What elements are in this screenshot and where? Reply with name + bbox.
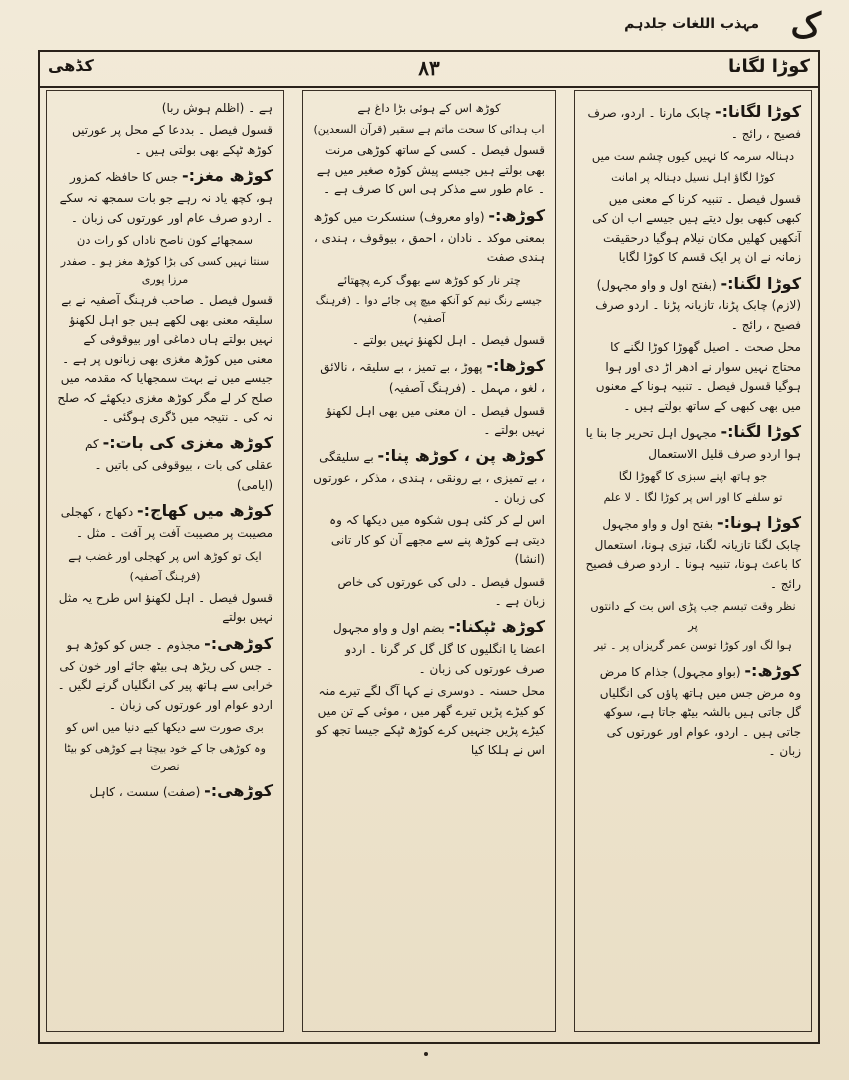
entry-text: قسول فیصل ۔ تنبیہ کرنا کے معنی میں کبھی کبھی بول دیتے ہیں جیسے اب ان کی آنکھیں کھلیں مکان نیلام ہوگیا درحقیقت زمانہ نے ان پر ایک قسم کا کوڑا لگایا: [592, 191, 801, 265]
column-left: [46, 90, 284, 1032]
dictionary-entry: [57, 778, 273, 804]
verse-source-line: جیسے رنگ نیم کو آنکھ میچ پی جائے دوا ۔ (فرہنگ آصفیہ): [315, 294, 543, 325]
entry-text: قسول فیصل ۔ کسی کے ساتھ کوڑھی مرنت بھی بولتے ہیں جیسے پیش کوڑہ صغیر میں ہے ۔ عام طور سے مذکر ہی اس کا صرف ہے ۔: [316, 143, 545, 197]
book-title: مہذب اللغات جلدہم: [624, 16, 759, 32]
dictionary-entry: [313, 353, 545, 398]
entry-text: بفتح اول و واو مجہول چابک لگنا تازیانہ لگنا، تیزی ہونا، استعمال کا باعث ہونا، تنبیہ ہونا ۔ اردو صرف فصیح رائج ۔: [585, 516, 801, 591]
footer-dot: [424, 1052, 428, 1056]
entry-note: [313, 511, 545, 569]
dictionary-entry: [57, 498, 273, 543]
verse-line: بری صورت سے دیکھا کیے دنیا میں اس کو: [66, 720, 264, 735]
dictionary-entry: [313, 614, 545, 679]
entry-text: (بفتح اول و واو مجہول) (لازم) چابک پڑنا، تازیانہ پڑنا ۔ اردو صرف فصیح ، رائج ۔: [595, 277, 801, 332]
verse-line: ایک تو کوڑھ اس پر کھجلی اور غضب ہے: [68, 548, 262, 563]
entry-headword: کوڑھی:-: [204, 781, 273, 801]
entry-text: مجہول اہل تحریر جا بنا یا ہوا اردو صرف قلیل الاستعمال: [585, 426, 801, 461]
dictionary-entry: [313, 443, 545, 508]
entry-text: قسول فیصل ۔ بددعا کے محل پر عورتیں کوڑھ ٹپکے بھی بولتی ہیں ۔: [72, 123, 273, 157]
entry-note: [57, 291, 273, 427]
entry-text: قسول فیصل ۔ ان معنی میں بھی اہل لکھنؤ نہیں بولتے ۔: [326, 403, 545, 437]
entry-headword: کوڑھ:-: [744, 661, 801, 681]
entry-text: قسول فیصل ۔ دلی کی عورتوں کی خاص زبان ہے ۔: [337, 574, 545, 608]
entry-note: [57, 99, 273, 118]
entry-note: [313, 141, 545, 199]
entry-text: دکھاج ، کھجلی مصیبت پر مصیبت آفت پر آفت ۔ مثل ۔: [60, 505, 273, 541]
entry-headword: کوڑھ پن ، کوڑھ پنا:-: [377, 446, 545, 466]
entry-text: قسول فیصل ۔ اہل لکھنؤ اس طرح یہ مثل نہیں بولتے: [58, 590, 273, 625]
page-frame: [38, 50, 820, 1044]
entry-text: مجذوم ۔ جس کو کوڑھ ہو ۔ جس کی ریڑھ ہی بیٹھ جائے اور خون کی خرابی سے ہاتھ پیر کی انگلیاں گرنے لگیں ۔ اردو عوام اور عورتوں کی زبان ۔: [57, 637, 273, 712]
entry-note: [313, 331, 545, 350]
verse-source-line: اب ہدائی کا سحت ماتم ہے سقیر (قرآن السعدین): [313, 122, 545, 136]
entry-text: (بواو مجہول) جذام کا مرض وہ مرض جس میں ہاتھ پاؤں کی انگلیاں گل جاتی ہیں بالشہ بیٹھ جاتا ہے، سوکھ جاتی ہیں ۔ اردو، عوام اور عورتوں کی زبان ۔: [599, 665, 801, 759]
entry-headword: کوڑھ:-: [488, 205, 545, 225]
running-header: [40, 52, 818, 88]
dictionary-entry: [57, 430, 273, 495]
entry-note: [585, 190, 801, 268]
verse-source-line: (فرہنگ آصفیہ): [129, 570, 201, 584]
verse-line: دہنالہ سرمہ کا نہیں کیوں چشم ست میں: [591, 149, 795, 164]
entry-text: قسول فیصل ۔ صاحب فرہنگ آصفیہ نے بے سلیقہ معنی بھی لکھے ہیں جو اہل لکھنؤ نہیں بولتے ہاں دماغی اور بیوقوفی کے معنی میں کوڑھ مغزی بھی زبانوں پر ہے ۔ جیسے میں نے بہت سمجھایا کہ مقدمہ میں صلح کر لے مگر کوڑھ مغزی دیکھئے کہ صلح نہ کی ۔ نتیجہ میں ڈگری ہوگئی ۔: [57, 293, 273, 424]
entry-text: بضم اول و واو مجہول اعضا یا انگلیوں کا گل گل کر گرنا ۔ اردو صرف عورتوں کی زبان ۔: [332, 621, 545, 676]
dictionary-entry: [313, 203, 545, 268]
dictionary-entry: [585, 658, 801, 762]
verse-line: جو ہاتھ اپنے سبزی کا گھوڑا لگا: [618, 469, 768, 484]
entry-text: محل صحت ۔ اصیل گھوڑا کوڑا لگنے کا محتاج نہیں سوار نے ادھر اڑ دی اور ہوا ہوگیا قسول فیصل ۔ تنبیہ ہونا کے معنوں میں بھی کبھی کے ساتھ بولتے ہیں ۔: [595, 340, 801, 413]
verse-line: نظر وقت تبسم جب پڑی اس بت کے دانتوں پر: [590, 599, 796, 632]
entry-headword: کوڑھ میں کھاج:-: [137, 501, 273, 521]
verse-source-line: سنتا نہیں کسی کی بڑا کوڑھ مغز ہو ۔ صفدر مرزا پوری: [60, 254, 270, 286]
dictionary-entry: [57, 163, 273, 228]
dictionary-entry: [585, 271, 801, 336]
verse-source-line: تو سلفے کا اور اس پر کوڑا لگا ۔ لا علم: [603, 491, 783, 505]
entry-text: (صفت) سست ، کاہل: [89, 785, 201, 800]
entry-note: [57, 121, 273, 160]
entry-text: محل حسنہ ۔ دوسری نے کہا آگ لگے تیرے منہ کو کیڑے پڑیں تیرے گھر میں ، موئی کے تن میں کیڑے پڑیں جنہیں کرے کوڑھ ٹپکے جیسا تجھ کو اس نے ہلکا کیا: [316, 684, 545, 757]
entry-headword: کوڑھ مغز:-: [181, 166, 273, 186]
verse-source-line: کوڑا لگاؤ اہل نسیل دہنالہ پر امانت: [611, 170, 775, 184]
entry-text: بے سلیقگی ، بے تمیزی ، بے رونقی ، ہندی ، مذکر ، عورتوں کی زبان ۔: [313, 450, 545, 505]
entry-text: ہے ۔ (اظلم ہوش ربا): [161, 101, 273, 115]
dictionary-entry: [585, 99, 801, 144]
entry-text: (واو معروف) سنسکرت میں کوڑھ بمعنی موکد ۔ نادان ، احمق ، بیوقوف ، ہندی ، ہندی صفت: [313, 209, 545, 265]
column-right: [574, 90, 812, 1032]
entry-text: جس کا حافظہ کمزور ہو، کچھ یاد نہ رہے جو بات سمجھ نہ سکے ۔ اردو صرف عام اور عورتوں کی زبان ۔: [59, 170, 273, 225]
entry-note: [585, 338, 801, 416]
entry-note: [57, 589, 273, 628]
entry-headword: کوڑا ہونا:-: [716, 512, 801, 532]
entry-headword: کوڑا لگنا:-: [720, 273, 801, 293]
entry-note: [313, 573, 545, 612]
header-first-word: کوڑا لگانا: [727, 56, 810, 77]
entry-note: [313, 682, 545, 760]
entry-text: پھوڑ ، بے تمیز ، بے سلیقہ ، نالائق ، لغو ، مہمل ۔ (فرہنگ آصفیہ): [320, 360, 545, 396]
entry-headword: کوڑا لگانا:-: [715, 102, 801, 121]
entry-note: [313, 402, 545, 441]
entry-headword: کوڑھا:-: [486, 356, 545, 376]
page-number: ۸۳: [418, 56, 440, 80]
verse-line: کوڑھ اس کے ہوئی بڑا داغ ہے: [357, 101, 501, 115]
verse-source-line: ہوا لگ اور کوڑا توسن عمر گریزاں پر ۔ تیر: [594, 639, 792, 653]
column-middle: [302, 90, 556, 1032]
dictionary-entry: [57, 631, 273, 715]
verse-line: سمجھائے کون ناصح ناداں کو رات دن: [76, 233, 254, 248]
header-last-word: کڈھی: [48, 56, 94, 75]
entry-text: قسول فیصل ۔ اہل لکھنؤ نہیں بولتے ۔: [351, 332, 545, 347]
entry-headword: کوڑھ ٹپکنا:-: [448, 617, 545, 637]
dictionary-entry: [585, 510, 801, 594]
entry-text: اس لے کر کئی ہوں شکوہ میں دیکھا کہ وہ دیتی ہے کوڑھ پنے سے مجھے آن کو کار تانی (انشا): [329, 513, 545, 567]
corner-index-letter: ک: [790, 6, 821, 46]
entry-text: کم عقلی کی بات ، بیوقوفی کی باتیں ۔ (ایامی): [85, 437, 273, 492]
entry-headword: کوڑا لگنا:-: [720, 422, 801, 442]
entry-headword: کوڑھی:-: [204, 633, 273, 653]
entry-headword: کوڑھ مغزی کی بات:-: [102, 433, 273, 453]
verse-line: چتر نار کو کوڑھ سے بھوگ کرے پچھتائے: [337, 272, 521, 287]
entry-text: چابک مارنا ۔ اردو، صرف فصیح ، رائج ۔: [587, 106, 801, 141]
top-strip: [20, 6, 829, 48]
dictionary-entry: [585, 419, 801, 464]
verse-source-line: وہ کوڑھی جا کے خود بیچتا ہے کوڑھی کو بیٹا نصرت: [64, 741, 266, 773]
